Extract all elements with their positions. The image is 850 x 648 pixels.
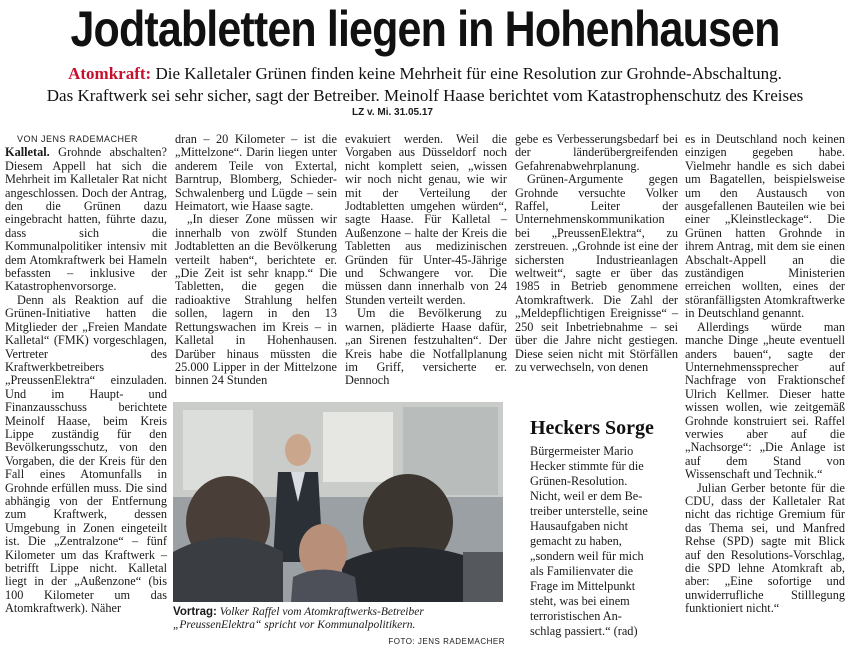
article-photo	[173, 402, 503, 602]
deck-line-2: Das Kraftwerk sei sehr sicher, sagt der Betreiber. Meinolf Haase berichtet vom Katastrophenschutz des Kreises	[46, 86, 804, 105]
photo-credit: FOTO: JENS RADEMACHER	[388, 637, 505, 646]
deck-text-1: Die Kalletaler Grünen finden keine Mehrheit für eine Resolution zur Grohnde-Abschaltung.	[151, 64, 782, 83]
column-5	[685, 133, 845, 616]
column-1	[5, 133, 167, 616]
source-note: LZ v. Mi. 31.05.17	[352, 107, 433, 118]
sidebar-line: Bürgermeister Mario	[530, 444, 634, 458]
caption-text: Volker Raffel vom Atomkraftwerks-Betreiber „PreussenElektra“ spricht vor Kommunalpolitikern.	[173, 606, 424, 631]
headline: Jodtabletten liegen in Hohenhausen	[70, 1, 780, 57]
sidebar-text	[530, 444, 670, 639]
photo-caption	[173, 606, 505, 648]
column-4	[515, 133, 678, 374]
deck-kicker: Atomkraft:	[68, 64, 152, 83]
column-3	[345, 133, 507, 388]
dateline: Kalletal.	[5, 145, 50, 160]
sidebar-line: Frage im Mittelpunkt	[530, 579, 636, 593]
paragraph: dran – 20 Kilometer – ist die „Mittelzone“. Darin liegen unter anderem Teile von Extertal, Barntrup, Blomberg, Schieder-Schwalenberg und Lügde – sein Heimatort, wie Haase sagte.	[175, 132, 337, 214]
paragraph-text: Grohnde abschalten? Diesem Appell hat sich die Mehrheit im Kalletaler Rat nicht angeschlossen. Doch der Antrag, den die Grünen dazu eingebracht hatten, führte dazu, dass sich die Kommunalpolitiker intensiv mit dem Atomkraftwerk bei Hameln befassten – inklusive der Katastrophenvorsorge.	[5, 145, 167, 294]
sidebar-line: Nicht, weil er dem Be-	[530, 489, 643, 503]
photo-illustration	[173, 402, 503, 602]
column-2	[175, 133, 337, 388]
sidebar-line: treiber unterstelle, seine	[530, 504, 648, 518]
caption-lead: Vortrag:	[173, 606, 217, 618]
deck-line-1	[0, 63, 850, 84]
sidebar-line: Hecker stimmte für die	[530, 459, 644, 473]
sidebar-line: steht, was bei einem	[530, 594, 630, 608]
paragraph: Grünen-Argumente gegen Grohnde versuchte Volker Raffel, Leiter der Unternehmenskommunikation bei „PreussenElektra“, zu zerstreuen. „Grohnde ist eine der sichersten Industrieanlagen weltweit“, sagte er über das 1985 in Betrieb genommene Atomkraftwerk. Die Zahl der „Meldepflichtigen Ereignisse“ – 250 seit Inbetriebnahme – sei über die Jahre nicht gestiegen. Diese seien nicht mit Störfällen zu verwechseln, von denen	[515, 172, 678, 374]
paragraph: Um die Bevölkerung zu warnen, plädierte Haase dafür, „an Sirenen festzuhalten“. Der Kreis habe die Notfallplanung im Griff, versicherte er. Dennoch	[345, 306, 507, 388]
paragraph: Denn als Reaktion auf die Grünen-Initiative hatten die Mitglieder der „Freien Mandate Kalletal“ (FMK) vorgeschlagen, Vertreter des Kraftwerkbetreibers „PreussenElektra“ einzuladen. Und im Haupt- und Finanzausschuss berichtete Meinolf Haase, beim Kreis Lippe zuständig für den Bevölkerungsschutz, von den Vorgaben, die der Kreis für den Fall eines Atomunfalls in Grohnde erfüllen muss. Die sind abhängig von der Entfernung zum Kraftwerk, dessen Umgebung in Zonen eingeteilt ist. Die „Zentralzone“ – fünf Kilometer um das Kraftwerk – betrifft Lippe nicht. Kalletal liegt in der „Außenzone“ (bis 100 Kilometer um das Atomkraftwerk). Näher	[5, 292, 167, 616]
paragraph: „In dieser Zone müssen wir innerhalb von zwölf Stunden Jodtabletten an die Bevölkerung verteilt haben“, berichtete er. „Die Zeit ist sehr knapp.“ Die Tabletten, die gegen die radioaktive Strahlung helfen sollen, lagern in den 13 Rettungswachen im Kreis – in Kalletal in Hohenhausen. Darüber hinaus müssten die 25.000 Lipper in der Mittelzone binnen 24 Stunden	[175, 212, 337, 388]
paragraph: es in Deutschland noch keinen einzigen gegeben habe. Vielmehr handle es sich dabei um Bagatellen, beispielsweise um den Austausch von ausgefallenen Bauteilen wie bei einer „Kleinstleckage“. Die Grünen hatten Grohnde in ihrem Antrag, mit dem sie einen Abschalt-Appell an die zuständigen Ministerien erreichen wollten, eines der störanfälligsten Atomkraftwerke in Deutschland genannt.	[685, 132, 845, 321]
byline: VON JENS RADEMACHER	[17, 134, 139, 144]
sidebar-title: Heckers Sorge	[530, 417, 654, 439]
sidebar-line: gemacht zu haben,	[530, 534, 622, 548]
sidebar-line: Grünen-Resolution.	[530, 474, 628, 488]
paragraph	[5, 146, 167, 293]
paragraph: Allerdings würde man manche Dinge „heute eventuell anders bauen“, sagte der Unternehmenssprecher auf Nachfrage von Fraktionschef Ulrich Kellmer. Dieser hatte wissen wollen, wie zeitgemäß Grohnde konstruiert sei. Raffel verwies aber auf die „Nachsorge“: „Die Anlage ist auf dem Stand von Wissenschaft und Technik.“	[685, 319, 845, 482]
paragraph: evakuiert werden. Weil die Vorgaben aus Düsseldorf noch nicht komplett seien, „wissen wir noch nicht genau, wie wir mit der Verteilung der Jodtabletten umgehen würden“, sagte Haase. Für Kalletal – Außenzone – halte der Kreis die Tabletten aus medizinischen Gründen für Unter-45-Jährige und Schwangere vor. Die müssen dann innerhalb von 24 Stunden verteilt werden.	[345, 132, 507, 307]
sidebar-line: als Familienvater die	[530, 564, 634, 578]
sidebar-box	[530, 416, 670, 639]
paragraph: gebe es Verbesserungsbedarf bei der länderübergreifenden Gefahrenabwehrplanung.	[515, 132, 678, 173]
sidebar-line: schlag passiert.“ (rad)	[530, 624, 638, 638]
paragraph: Julian Gerber betonte für die CDU, dass der Kalletaler Rat nicht das richtige Gremium für das Thema sei, und Manfred Rehse (SPD) sagte mit Blick auf den Resolutions-Vorschlag, die SPD lehne Atomkraft ab, aber: „Eine sofortige und unwiderrufliche Stilllegung funktioniert nicht.“	[685, 480, 845, 616]
sidebar-line: Hausaufgaben nicht	[530, 519, 628, 533]
sidebar-line: „sondern weil für mich	[530, 549, 644, 563]
sidebar-line: terroristischen An-	[530, 609, 622, 623]
